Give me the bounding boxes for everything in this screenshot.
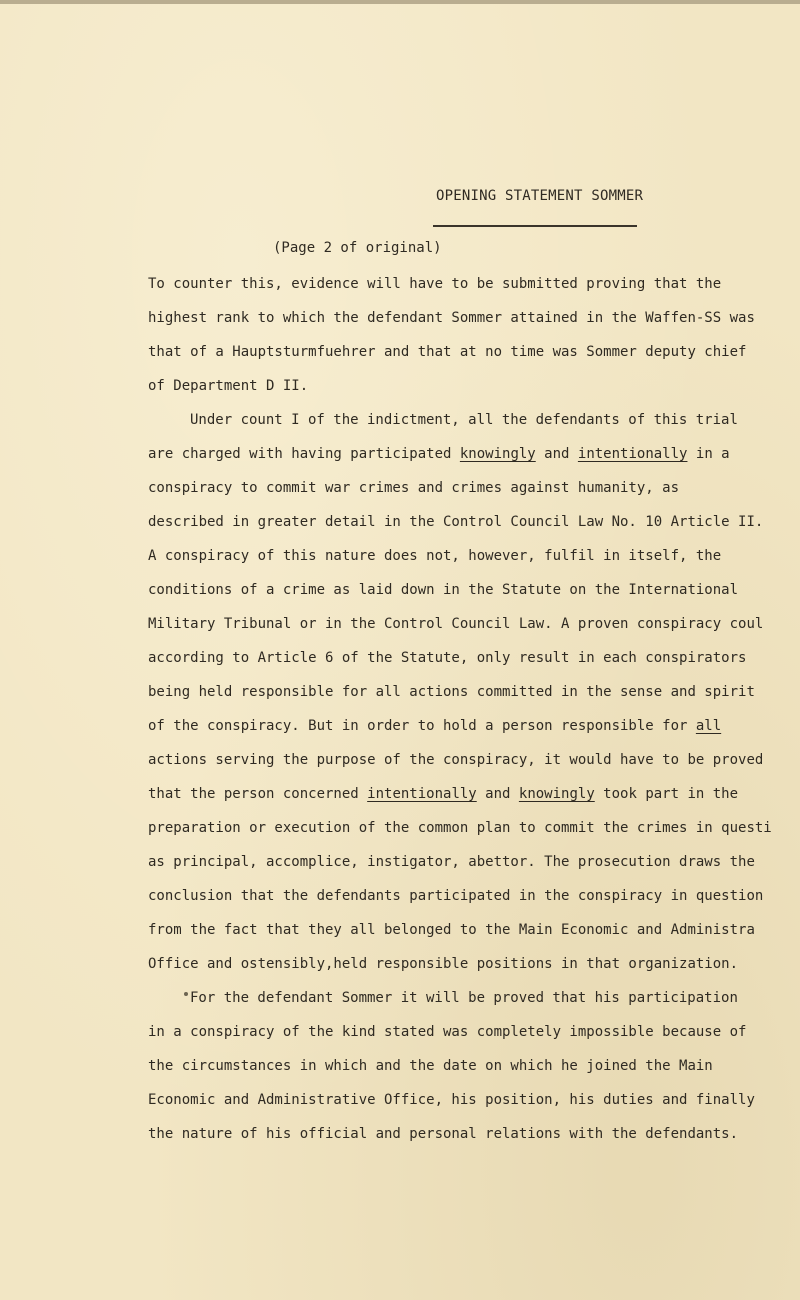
text-line: actions serving the purpose of the conspiracy, it would have to be proved [148, 752, 764, 768]
page-top-edge [0, 0, 800, 4]
text-line: according to Article 6 of the Statute, only result in each conspirators [148, 650, 747, 666]
text-line: are charged with having participated knowingly and intentionally in a [148, 446, 730, 462]
text-line: To counter this, evidence will have to be submitted proving that the [148, 276, 722, 292]
text-line: conclusion that the defendants participated in the conspiracy in question [148, 888, 764, 904]
text-line: conspiracy to commit war crimes and crimes against humanity, as [148, 480, 680, 496]
text-line: of the conspiracy. But in order to hold a person responsible for all [148, 718, 722, 734]
text-line: preparation or execution of the common plan to commit the crimes in questi [148, 820, 772, 836]
text-line: highest rank to which the defendant Sommer attained in the Waffen-SS was [148, 310, 755, 326]
text-line: Economic and Administrative Office, his position, his duties and finally [148, 1092, 755, 1108]
text-line: the nature of his official and personal relations with the defendants. [148, 1126, 739, 1142]
text-line: Military Tribunal or in the Control Council Law. A proven conspiracy coul [148, 616, 764, 632]
statement-body [148, 270, 788, 1154]
text-line: For the defendant Sommer it will be proved that his participation [190, 990, 738, 1006]
heading-underline [433, 225, 637, 227]
text-line: Office and ostensibly,held responsible positions in that organization. [148, 956, 739, 972]
underlined-word: knowingly [518, 786, 595, 802]
text-line: Under count I of the indictment, all the defendants of this trial [190, 412, 738, 428]
text-line: being held responsible for all actions committed in the sense and spirit [148, 684, 755, 700]
underlined-word: intentionally [367, 786, 477, 802]
text-line: of Department D II. [148, 378, 309, 394]
text-line: from the fact that they all belonged to the Main Economic and Administra [148, 922, 755, 938]
text-line: that the person concerned intentionally and knowingly took part in the [148, 786, 739, 802]
text-line: the circumstances in which and the date on which he joined the Main [148, 1058, 713, 1074]
underlined-word: knowingly [459, 446, 536, 462]
ink-dot [184, 992, 188, 996]
text-line: that of a Hauptsturmfuehrer and that at no time was Sommer deputy chief [148, 344, 747, 360]
underlined-word: all [695, 718, 722, 734]
text-line: A conspiracy of this nature does not, however, fulfil in itself, the [148, 548, 722, 564]
text-line: described in greater detail in the Control Council Law No. 10 Article II. [148, 514, 764, 530]
text-line: as principal, accomplice, instigator, abettor. The prosecution draws the [148, 854, 755, 870]
document-heading: OPENING STATEMENT SOMMER [436, 188, 644, 204]
text-line: in a conspiracy of the kind stated was completely impossible because of [148, 1024, 747, 1040]
text-line: conditions of a crime as laid down in the Statute on the International [148, 582, 739, 598]
underlined-word: intentionally [577, 446, 688, 462]
page-note: (Page 2 of original) [273, 240, 442, 256]
